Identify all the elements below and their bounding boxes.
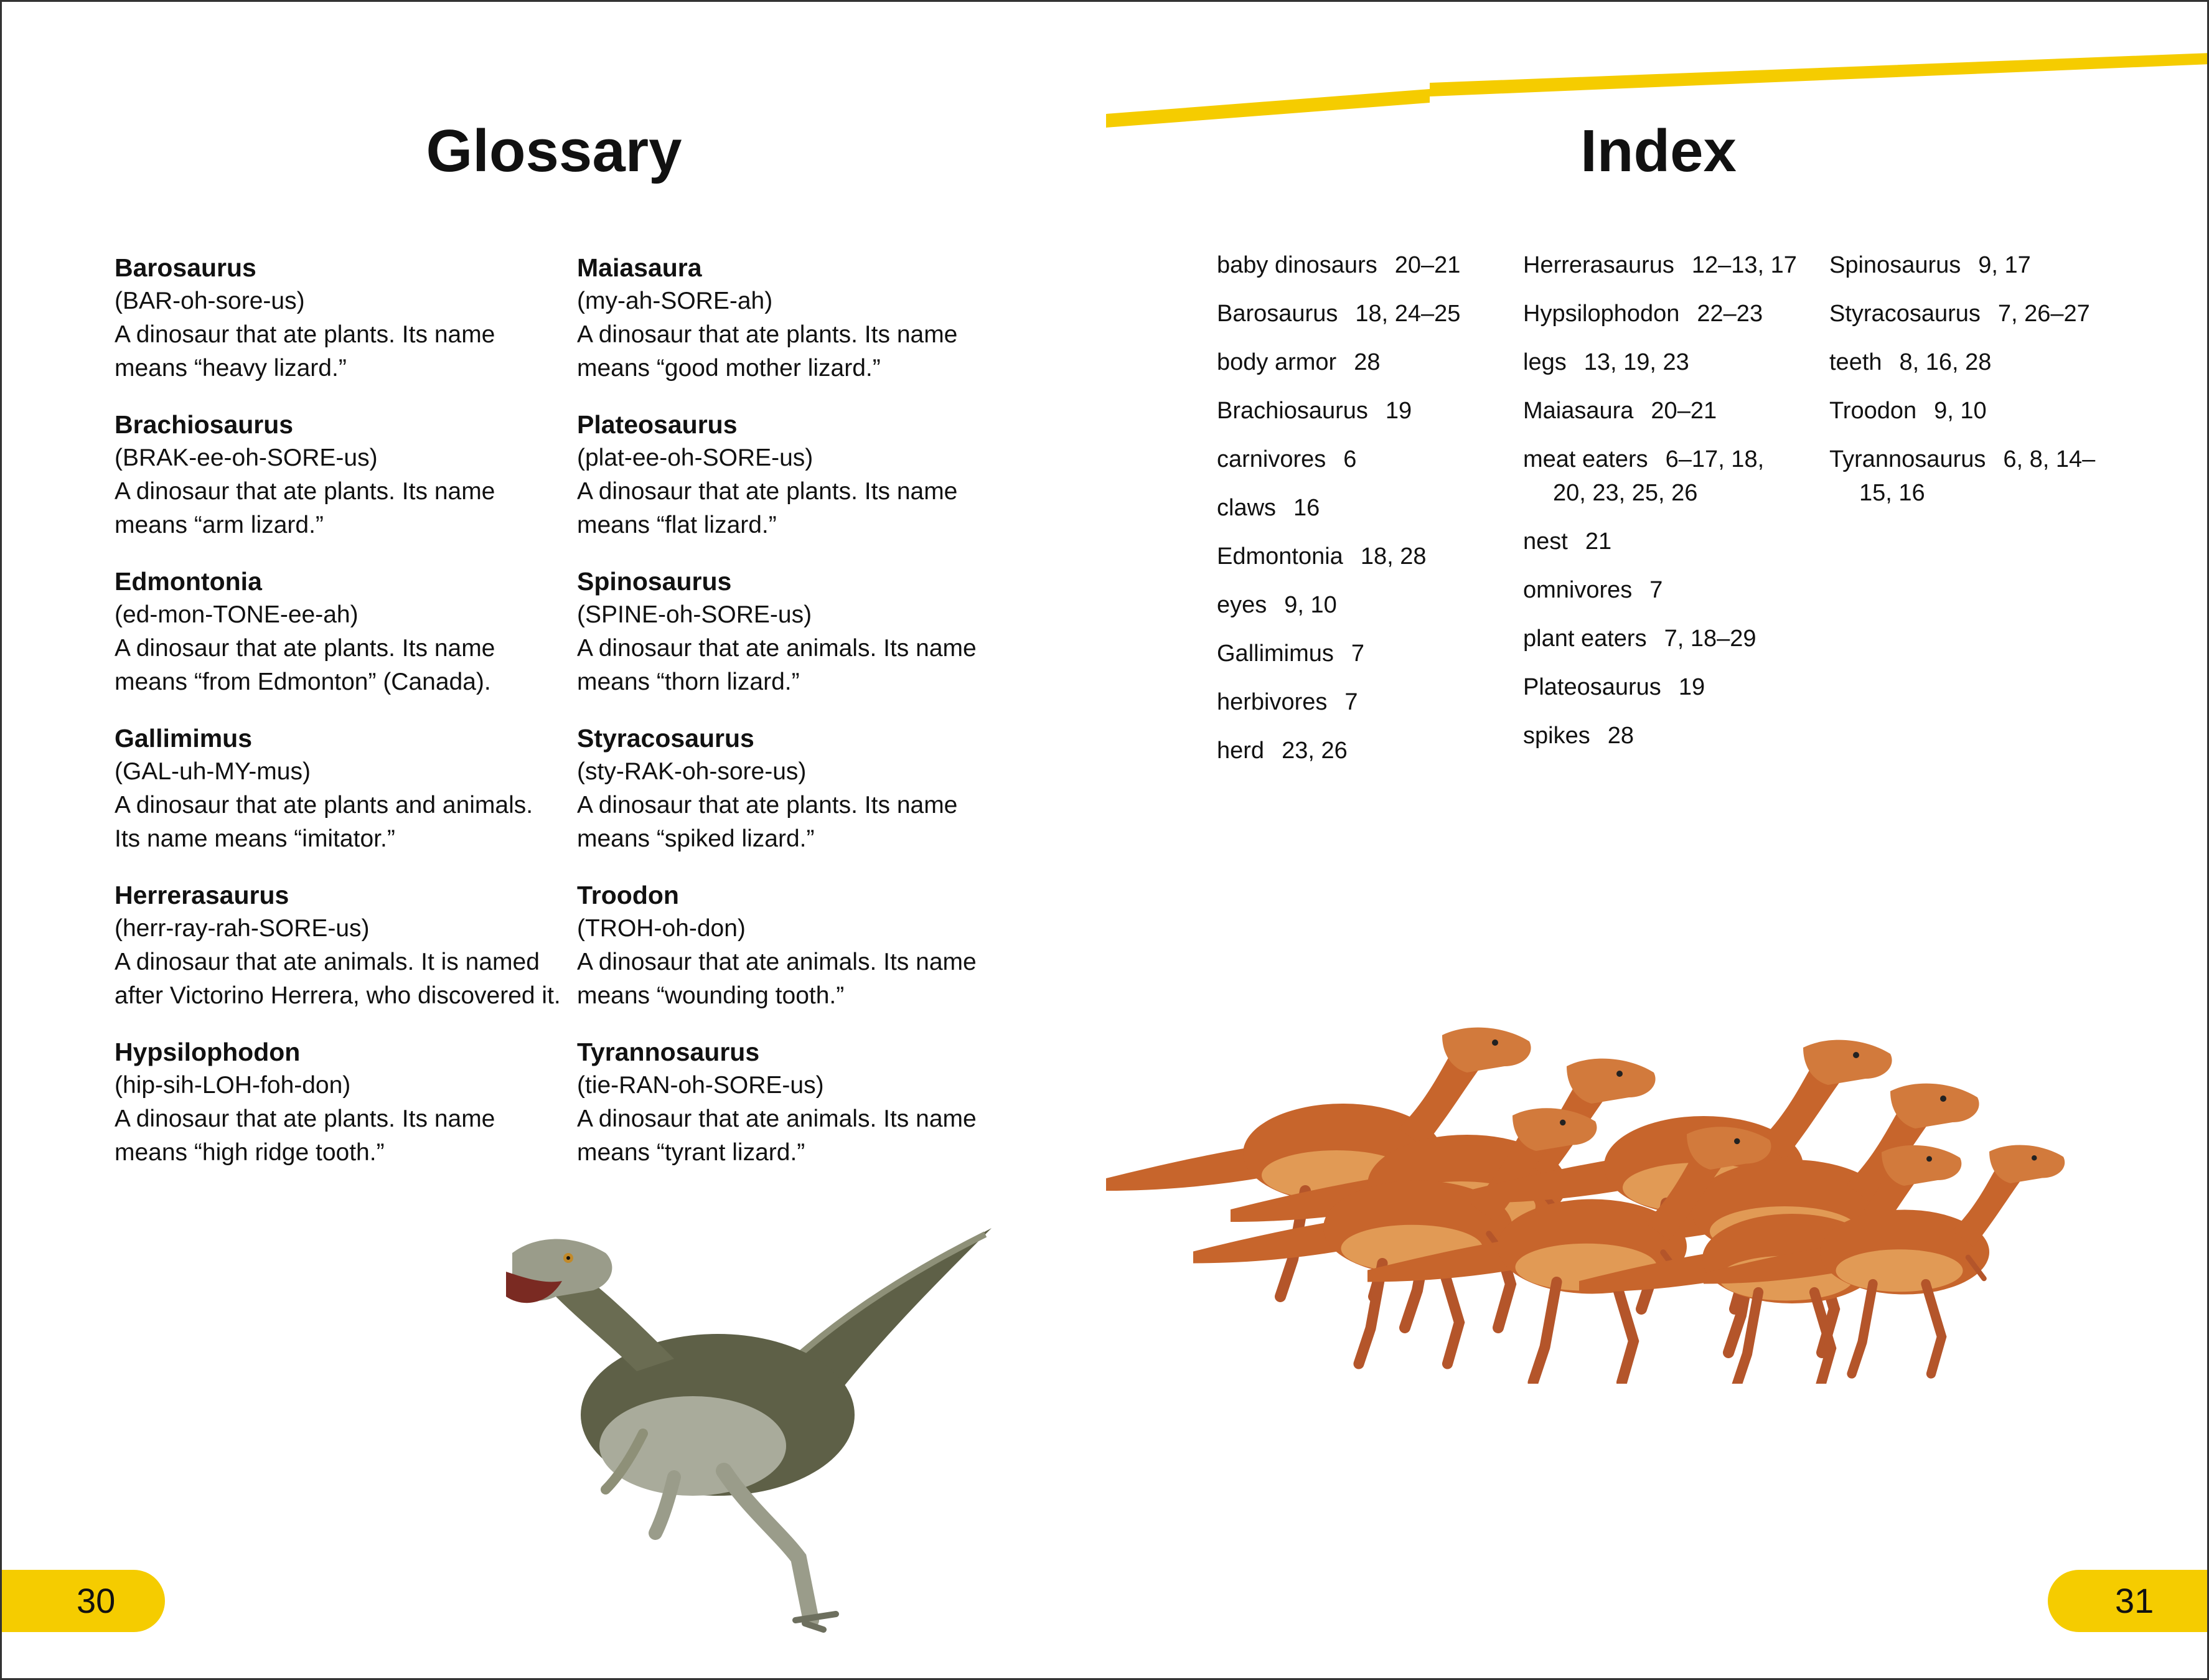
- glossary-pronunciation: (TROH-oh-don): [577, 915, 746, 942]
- index-entry: [1523, 525, 1797, 558]
- index-entry: [1217, 443, 1491, 476]
- index-term: herbivores: [1217, 689, 1328, 715]
- index-pages: 8, 16, 28: [1899, 349, 1992, 375]
- glossary-definition: A dinosaur that ate animals. It is named after Victorino Herrera, who discovered it.: [115, 949, 561, 1009]
- index-entry: [1829, 443, 2103, 510]
- index-entry: [1523, 719, 1797, 753]
- glossary-pronunciation: (BAR-oh-sore-us): [115, 288, 305, 314]
- index-pages: 6: [1343, 446, 1357, 472]
- index-entry: [1217, 734, 1491, 767]
- index-entry: [1217, 588, 1491, 622]
- glossary-term: Brachiosaurus: [115, 410, 294, 439]
- index-entry: [1217, 345, 1491, 379]
- glossary-pronunciation: (plat-ee-oh-SORE-us): [577, 444, 814, 471]
- glossary-definition: A dinosaur that ate plants. Its name means “good mother lizard.”: [577, 321, 958, 382]
- glossary-pronunciation: (BRAK-ee-oh-SORE-us): [115, 444, 378, 471]
- glossary-entry: [577, 408, 1025, 542]
- glossary-entry: [115, 565, 563, 699]
- index-pages: 9, 17: [1978, 252, 2031, 278]
- index-term: Maiasaura: [1523, 398, 1634, 424]
- glossary-pronunciation: (sty-RAK-oh-sore-us): [577, 758, 807, 785]
- glossary-definition: A dinosaur that ate plants. Its name means “flat lizard.”: [577, 478, 958, 538]
- index-term: Spinosaurus: [1829, 252, 1961, 278]
- index-term: Styracosaurus: [1829, 301, 1981, 327]
- index-term: baby dinosaurs: [1217, 252, 1377, 278]
- index-term: Barosaurus: [1217, 301, 1338, 327]
- glossary-definition: A dinosaur that ate plants. Its name means “high ridge tooth.”: [115, 1105, 495, 1166]
- glossary-definition: A dinosaur that ate animals. Its name means “thorn lizard.”: [577, 635, 977, 695]
- index-pages: 7, 26–27: [1997, 301, 2090, 327]
- glossary-term: Maiasaura: [577, 253, 702, 282]
- index-entry: [1523, 345, 1797, 379]
- glossary-definition: A dinosaur that ate animals. Its name means “tyrant lizard.”: [577, 1105, 977, 1166]
- glossary-pronunciation: (tie-RAN-oh-SORE-us): [577, 1072, 824, 1099]
- glossary-entry: [577, 251, 1025, 385]
- glossary-pronunciation: (SPINE-oh-SORE-us): [577, 601, 812, 628]
- index-pages: 9, 10: [1284, 592, 1337, 618]
- glossary-term: Gallimimus: [115, 724, 253, 753]
- index-entry: [1217, 540, 1491, 573]
- index-term: eyes: [1217, 592, 1267, 618]
- glossary-term: Spinosaurus: [577, 567, 732, 596]
- glossary-definition: A dinosaur that ate plants. Its name means “heavy lizard.”: [115, 321, 495, 382]
- index-pages: 6, 8, 14–15, 16: [1859, 446, 2096, 506]
- glossary-entry: [115, 878, 563, 1013]
- index-entry: [1829, 248, 2103, 282]
- index-pages: 21: [1585, 528, 1612, 555]
- index-pages: 13, 19, 23: [1583, 349, 1689, 375]
- index-entry: [1523, 622, 1797, 655]
- index-entry: [1829, 394, 2103, 428]
- index-term: spikes: [1523, 723, 1590, 749]
- glossary-entry: [577, 721, 1025, 856]
- index-entry: [1523, 573, 1797, 607]
- glossary-definition: A dinosaur that ate plants. Its name means “spiked lizard.”: [577, 792, 958, 852]
- glossary-pronunciation: (herr-ray-rah-SORE-us): [115, 915, 370, 942]
- index-term: Tyrannosaurus: [1829, 446, 1986, 472]
- index-term: meat eaters: [1523, 446, 1648, 472]
- left-page: [2, 2, 1106, 1678]
- glossary-pronunciation: (my-ah-SORE-ah): [577, 288, 773, 314]
- index-term: teeth: [1829, 349, 1882, 375]
- index-term: Edmontonia: [1217, 543, 1343, 570]
- index-term: carnivores: [1217, 446, 1326, 472]
- index-column-3: [1829, 248, 2103, 525]
- index-pages: 28: [1354, 349, 1381, 375]
- glossary-definition: A dinosaur that ate plants and animals. Its name means “imitator.”: [115, 792, 533, 852]
- index-column-1: [1217, 248, 1491, 782]
- index-pages: 12–13, 17: [1691, 252, 1797, 278]
- glossary-definition: A dinosaur that ate plants. Its name means “from Edmonton” (Canada).: [115, 635, 495, 695]
- glossary-term: Tyrannosaurus: [577, 1038, 760, 1066]
- glossary-column-1: [115, 251, 563, 1192]
- index-pages: 7: [1351, 641, 1365, 667]
- index-pages: 20–21: [1394, 252, 1461, 278]
- index-entry: [1523, 394, 1797, 428]
- glossary-term: Troodon: [577, 881, 679, 909]
- glossary-term: Barosaurus: [115, 253, 256, 282]
- right-page: [1106, 2, 2209, 1678]
- glossary-entry: [115, 408, 563, 542]
- index-entry: [1523, 248, 1797, 282]
- index-pages: 28: [1607, 723, 1634, 749]
- page-number-right: 31: [2048, 1570, 2209, 1632]
- index-term: omnivores: [1523, 577, 1633, 603]
- index-column-2: [1523, 248, 1797, 767]
- index-pages: 19: [1385, 398, 1412, 424]
- index-term: Plateosaurus: [1523, 674, 1661, 700]
- index-pages: 6–17, 18, 20, 23, 25, 26: [1553, 446, 1765, 506]
- dinosaur-herd-illustration: [1106, 998, 2114, 1384]
- index-term: herd: [1217, 738, 1265, 764]
- index-term: nest: [1523, 528, 1568, 555]
- index-entry: [1523, 670, 1797, 704]
- index-pages: 18, 24–25: [1355, 301, 1461, 327]
- index-term: Brachiosaurus: [1217, 398, 1368, 424]
- index-pages: 7, 18–29: [1664, 626, 1756, 652]
- glossary-term: Styracosaurus: [577, 724, 754, 753]
- index-entry: [1829, 297, 2103, 331]
- feathered-dinosaur-illustration: [487, 1209, 1023, 1633]
- index-term: Gallimimus: [1217, 641, 1334, 667]
- index-pages: 7: [1344, 689, 1358, 715]
- glossary-pronunciation: (ed-mon-TONE-ee-ah): [115, 601, 359, 628]
- index-term: Hypsilophodon: [1523, 301, 1680, 327]
- index-title: Index: [1580, 118, 1737, 184]
- glossary-title: Glossary: [426, 118, 682, 184]
- index-term: Troodon: [1829, 398, 1917, 424]
- glossary-entry: [115, 1035, 563, 1170]
- glossary-term: Hypsilophodon: [115, 1038, 301, 1066]
- glossary-term: Edmontonia: [115, 567, 262, 596]
- index-entry: [1217, 685, 1491, 719]
- index-entry: [1217, 491, 1491, 525]
- index-pages: 18, 28: [1360, 543, 1427, 570]
- index-pages: 23, 26: [1282, 738, 1348, 764]
- glossary-definition: A dinosaur that ate plants. Its name means “arm lizard.”: [115, 478, 495, 538]
- index-pages: 22–23: [1697, 301, 1763, 327]
- index-entry: [1217, 637, 1491, 670]
- index-pages: 9, 10: [1934, 398, 1987, 424]
- index-entry: [1523, 443, 1797, 510]
- glossary-pronunciation: (hip-sih-LOH-foh-don): [115, 1072, 351, 1099]
- page-number-left: 30: [2, 1570, 165, 1632]
- index-pages: 20–21: [1651, 398, 1717, 424]
- index-term: Herrerasaurus: [1523, 252, 1674, 278]
- index-term: body armor: [1217, 349, 1337, 375]
- index-pages: 19: [1678, 674, 1705, 700]
- glossary-term: Herrerasaurus: [115, 881, 289, 909]
- index-pages: 16: [1293, 495, 1320, 521]
- glossary-entry: [577, 1035, 1025, 1170]
- index-entry: [1217, 394, 1491, 428]
- index-entry: [1829, 345, 2103, 379]
- index-entry: [1523, 297, 1797, 331]
- index-entry: [1217, 297, 1491, 331]
- index-pages: 7: [1649, 577, 1663, 603]
- glossary-term: Plateosaurus: [577, 410, 738, 439]
- glossary-definition: A dinosaur that ate animals. Its name means “wounding tooth.”: [577, 949, 977, 1009]
- index-entry: [1217, 248, 1491, 282]
- glossary-entry: [115, 251, 563, 385]
- glossary-column-2: [577, 251, 1025, 1192]
- glossary-entry: [577, 878, 1025, 1013]
- glossary-pronunciation: (GAL-uh-MY-mus): [115, 758, 311, 785]
- index-term: legs: [1523, 349, 1567, 375]
- glossary-entry: [577, 565, 1025, 699]
- index-term: claws: [1217, 495, 1277, 521]
- glossary-entry: [115, 721, 563, 856]
- index-term: plant eaters: [1523, 626, 1647, 652]
